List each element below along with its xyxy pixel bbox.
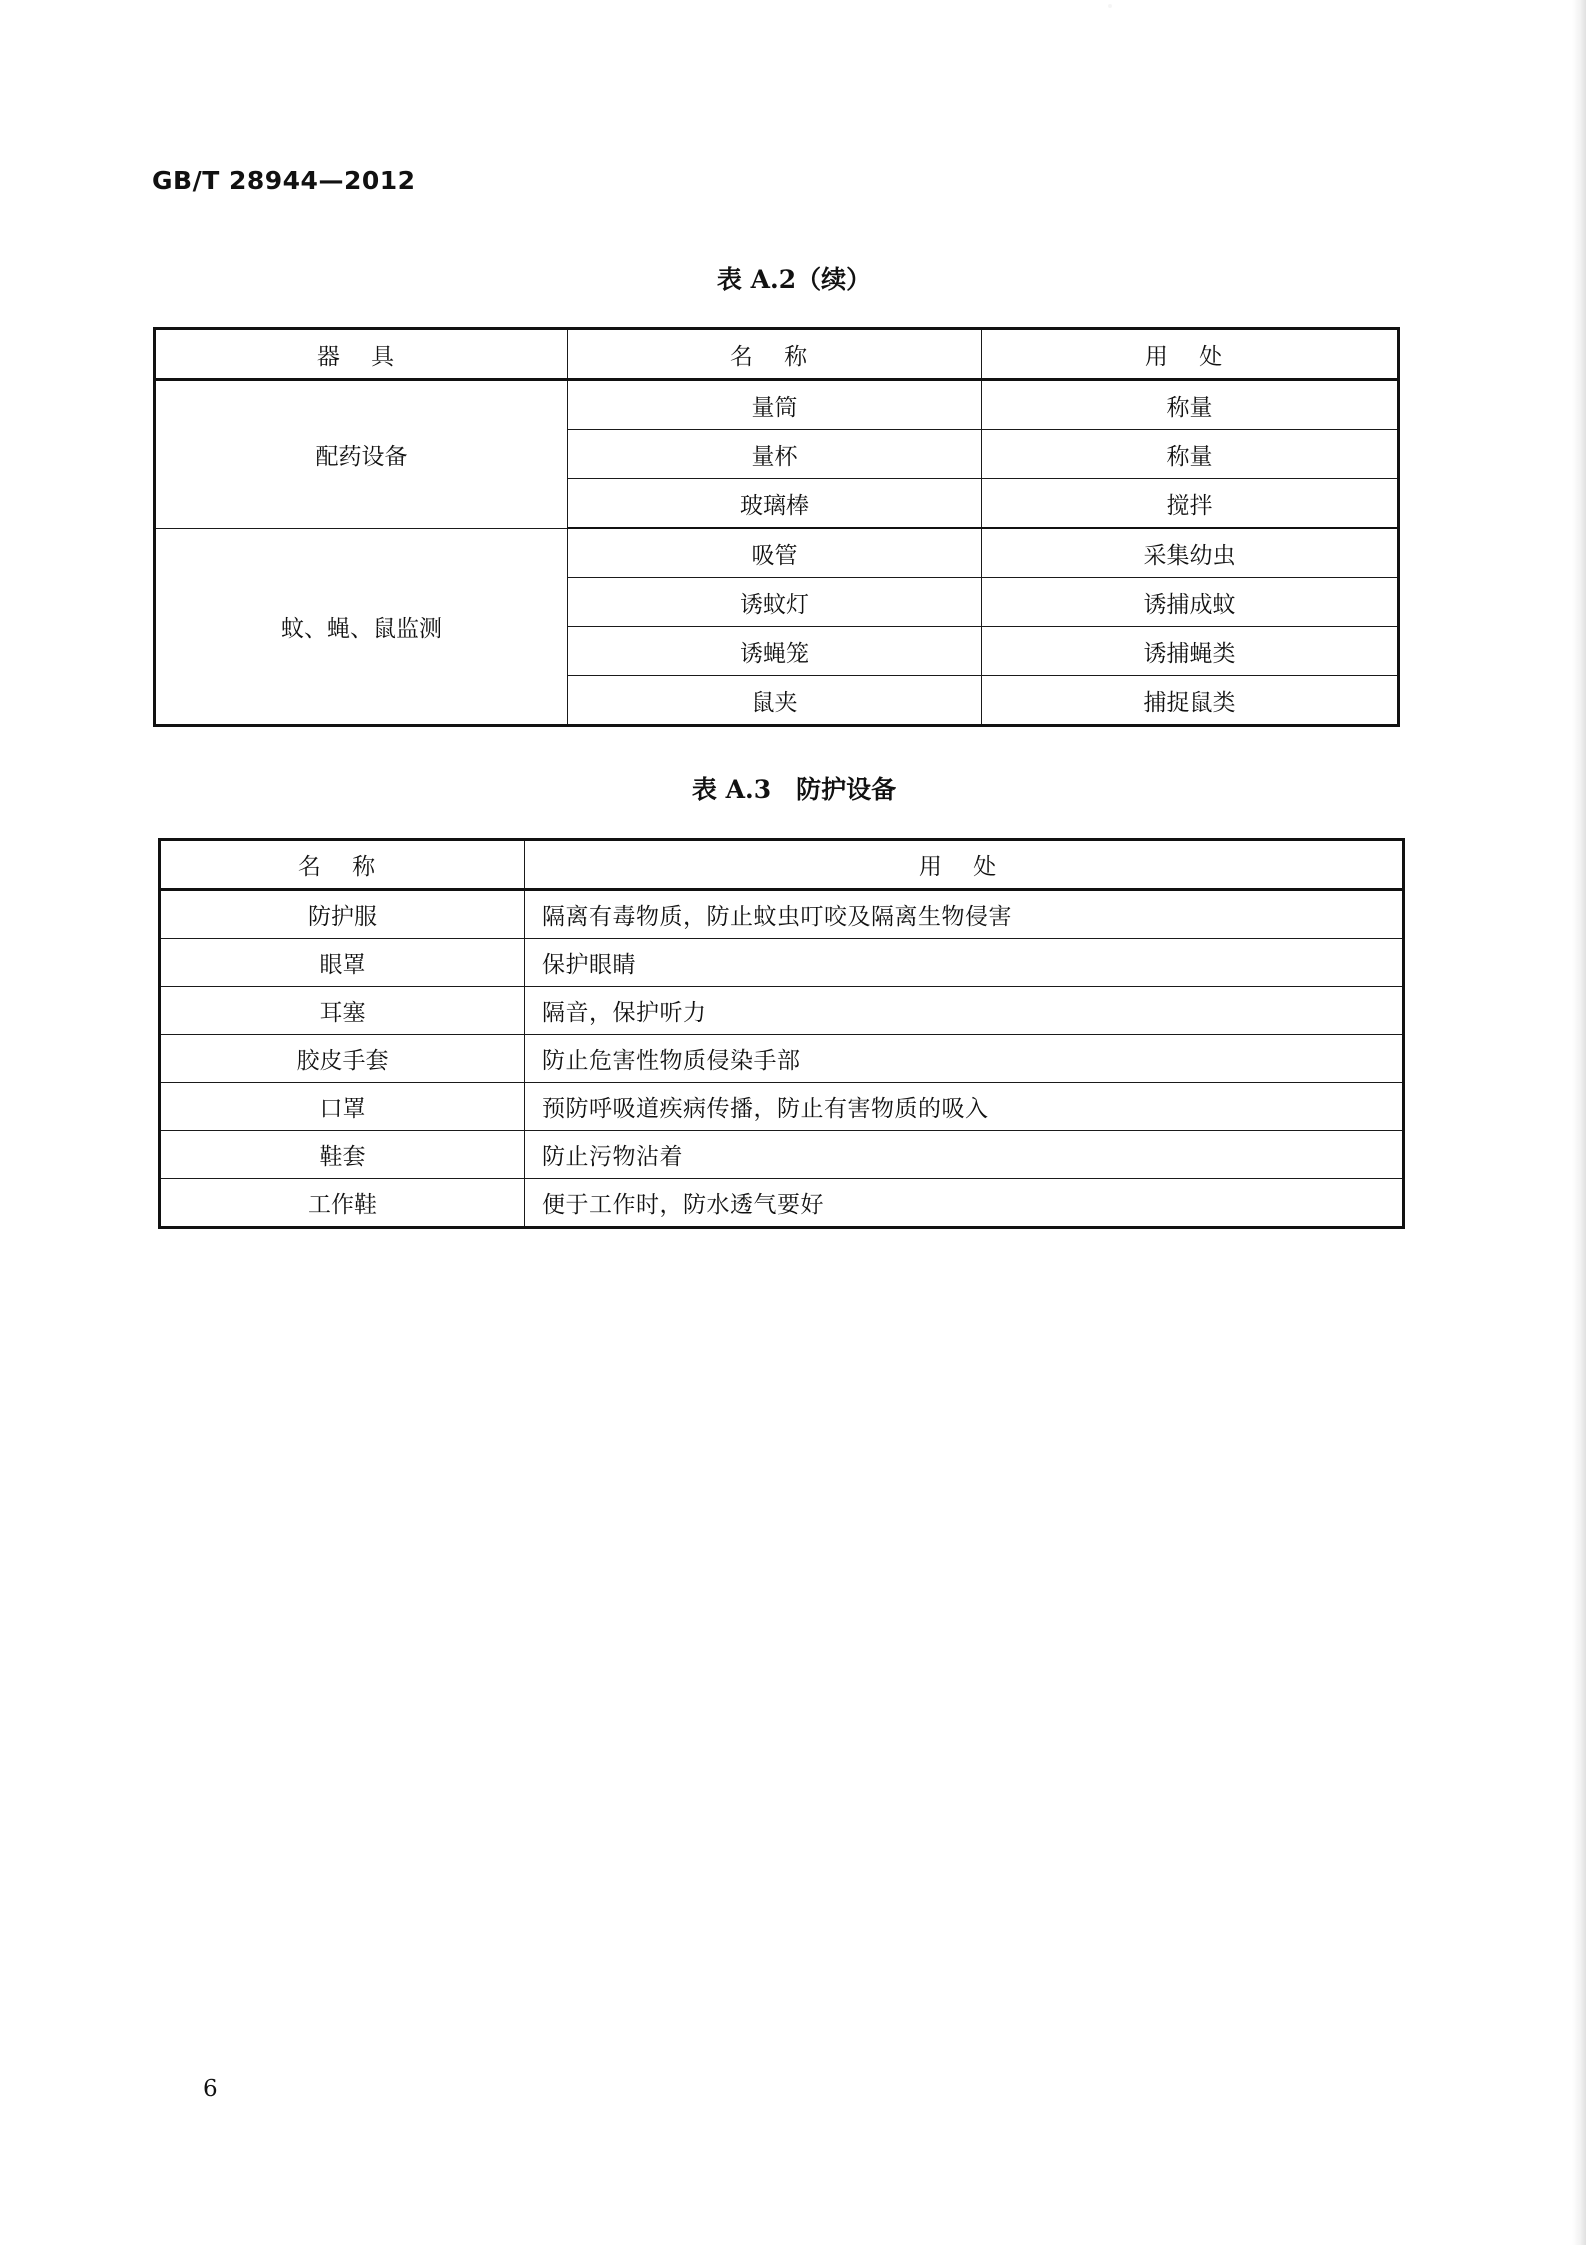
- name-cell: 胶皮手套: [160, 1035, 525, 1083]
- table-row: [160, 939, 1404, 987]
- table-a2-header-row: [155, 329, 1399, 380]
- use-cell: 便于工作时，防水透气要好: [525, 1179, 1404, 1228]
- name-cell: 耳塞: [160, 987, 525, 1035]
- use-cell: 隔离有毒物质，防止蚊虫叮咬及隔离生物侵害: [525, 890, 1404, 939]
- table-row: [160, 1179, 1404, 1228]
- standard-code: GB/T 28944—2012: [152, 166, 416, 195]
- use-cell: 诱捕成蚊: [982, 578, 1399, 627]
- use-cell: 采集幼虫: [982, 528, 1399, 578]
- use-cell: 预防呼吸道疾病传播，防止有害物质的吸入: [525, 1083, 1404, 1131]
- column-header-use: 用 处: [525, 840, 1404, 890]
- name-cell: 诱蚊灯: [568, 578, 982, 627]
- table-row: [155, 528, 1399, 578]
- table-a3-header-row: [160, 840, 1404, 890]
- table-row: [160, 1083, 1404, 1131]
- name-cell: 量筒: [568, 380, 982, 430]
- name-cell: 量杯: [568, 430, 982, 479]
- table-row: [160, 1131, 1404, 1179]
- use-cell: 保护眼睛: [525, 939, 1404, 987]
- table-row: [160, 1035, 1404, 1083]
- name-cell: 口罩: [160, 1083, 525, 1131]
- table-row: [160, 890, 1404, 939]
- table-a3: [158, 838, 1405, 1229]
- name-cell: 吸管: [568, 528, 982, 578]
- table-row: [155, 380, 1399, 430]
- name-cell: 眼罩: [160, 939, 525, 987]
- use-cell: 防止污物沾着: [525, 1131, 1404, 1179]
- table-a2-title: 表 A.2（续）: [716, 265, 872, 294]
- column-header-use: 用 处: [982, 329, 1399, 380]
- table-a3-title: 表 A.3 防护设备: [691, 775, 897, 804]
- use-cell: 搅拌: [982, 479, 1399, 529]
- column-header-name: 名 称: [568, 329, 982, 380]
- use-cell: 捕捉鼠类: [982, 676, 1399, 726]
- page-number: 6: [203, 2076, 218, 2102]
- table-a2: [153, 327, 1400, 727]
- table-row: [160, 987, 1404, 1035]
- use-cell: 隔音，保护听力: [525, 987, 1404, 1035]
- name-cell: 防护服: [160, 890, 525, 939]
- use-cell: 诱捕蝇类: [982, 627, 1399, 676]
- scan-smudge: [1108, 4, 1112, 8]
- name-cell: 工作鞋: [160, 1179, 525, 1228]
- use-cell: 防止危害性物质侵染手部: [525, 1035, 1404, 1083]
- column-header-name: 名 称: [160, 840, 525, 890]
- name-cell: 玻璃棒: [568, 479, 982, 529]
- name-cell: 鞋套: [160, 1131, 525, 1179]
- name-cell: 鼠夹: [568, 676, 982, 726]
- use-cell: 称量: [982, 380, 1399, 430]
- column-header-category: 器 具: [155, 329, 568, 380]
- category-cell: 蚊、蝇、鼠监测: [155, 528, 568, 726]
- use-cell: 称量: [982, 430, 1399, 479]
- name-cell: 诱蝇笼: [568, 627, 982, 676]
- category-cell: 配药设备: [155, 380, 568, 529]
- page-edge-shadow: [1572, 0, 1586, 2245]
